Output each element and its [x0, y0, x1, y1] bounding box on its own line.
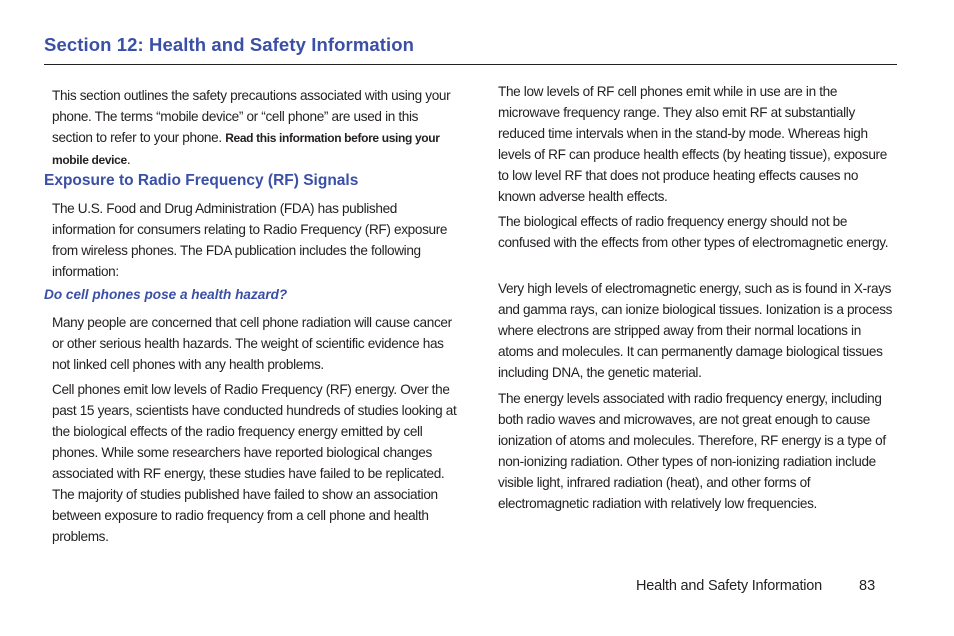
intro-bold-text: Read this information before using your mobile device — [52, 131, 440, 167]
heading-rf-exposure: Exposure to Radio Frequency (RF) Signals — [44, 172, 359, 189]
section-title: Section 12: Health and Safety Information — [44, 34, 415, 55]
studies-paragraph: Cell phones emit low levels of Radio Frequency (RF) energy. Over the past 15 years, scientists have conducted hundreds of studies looking at the biological effects of the radio frequency energy emitted by cell phones. While some researchers have reported biological changes associated with RF energy, these studies have failed to be replicated. The majority of studies published have failed to show an association between exposure to radio frequency from a cell phone and health problems. — [52, 382, 457, 544]
title-divider — [44, 64, 897, 65]
page-number: 83 — [859, 578, 876, 594]
fda-paragraph: The U.S. Food and Drug Administration (FDA) has published information for consumers relating to Radio Frequency (RF) exposure from wireless phones. The FDA publication includes the following information: — [52, 201, 448, 279]
intro-end: . — [126, 152, 131, 167]
intro-paragraph — [52, 85, 457, 171]
concern-paragraph: Many people are concerned that cell phone radiation will cause cancer or other serious health hazards. The weight of scientific evidence has not linked cell phones with any health problems. — [52, 315, 452, 372]
energy-levels-paragraph: The energy levels associated with radio frequency energy, including both radio waves and microwaves, are not great enough to cause ionization of atoms and molecules. Therefore, RF energy is a type of non-ionizing radiation. Other types of non-ionizing radiation include visible light, infrared radiation (heat), and other forms of electromagnetic radiation with relatively low frequencies. — [498, 391, 886, 511]
subheading-health-hazard: Do cell phones pose a health hazard? — [44, 287, 288, 302]
very-high-levels-paragraph: Very high levels of electromagnetic energy, such as is found in X-rays and gamma rays, can ionize biological tissues. Ionization is a process where electrons are stripped away from their normal locations in atoms and molecules. It can permanently damage biological tissues including DNA, the genetic material. — [498, 281, 893, 380]
intro-text: This section outlines the safety precautions associated with using your phone. The terms “mobile device” or “cell phone” are used in this section to refer to your phone. — [52, 88, 451, 145]
biological-effects-paragraph: The biological effects of radio frequency energy should not be confused with the effects from other types of electromagnetic energy. — [498, 214, 889, 250]
low-levels-paragraph: The low levels of RF cell phones emit while in use are in the microwave frequency range. They also emit RF at substantially reduced time intervals when in the stand-by mode. Whereas high levels of RF can produce health effects (by heating tissue), exposure to low level RF that does not produce heating effects causes no known adverse health effects. — [498, 84, 887, 204]
footer-section-label: Health and Safety Information — [636, 578, 823, 594]
